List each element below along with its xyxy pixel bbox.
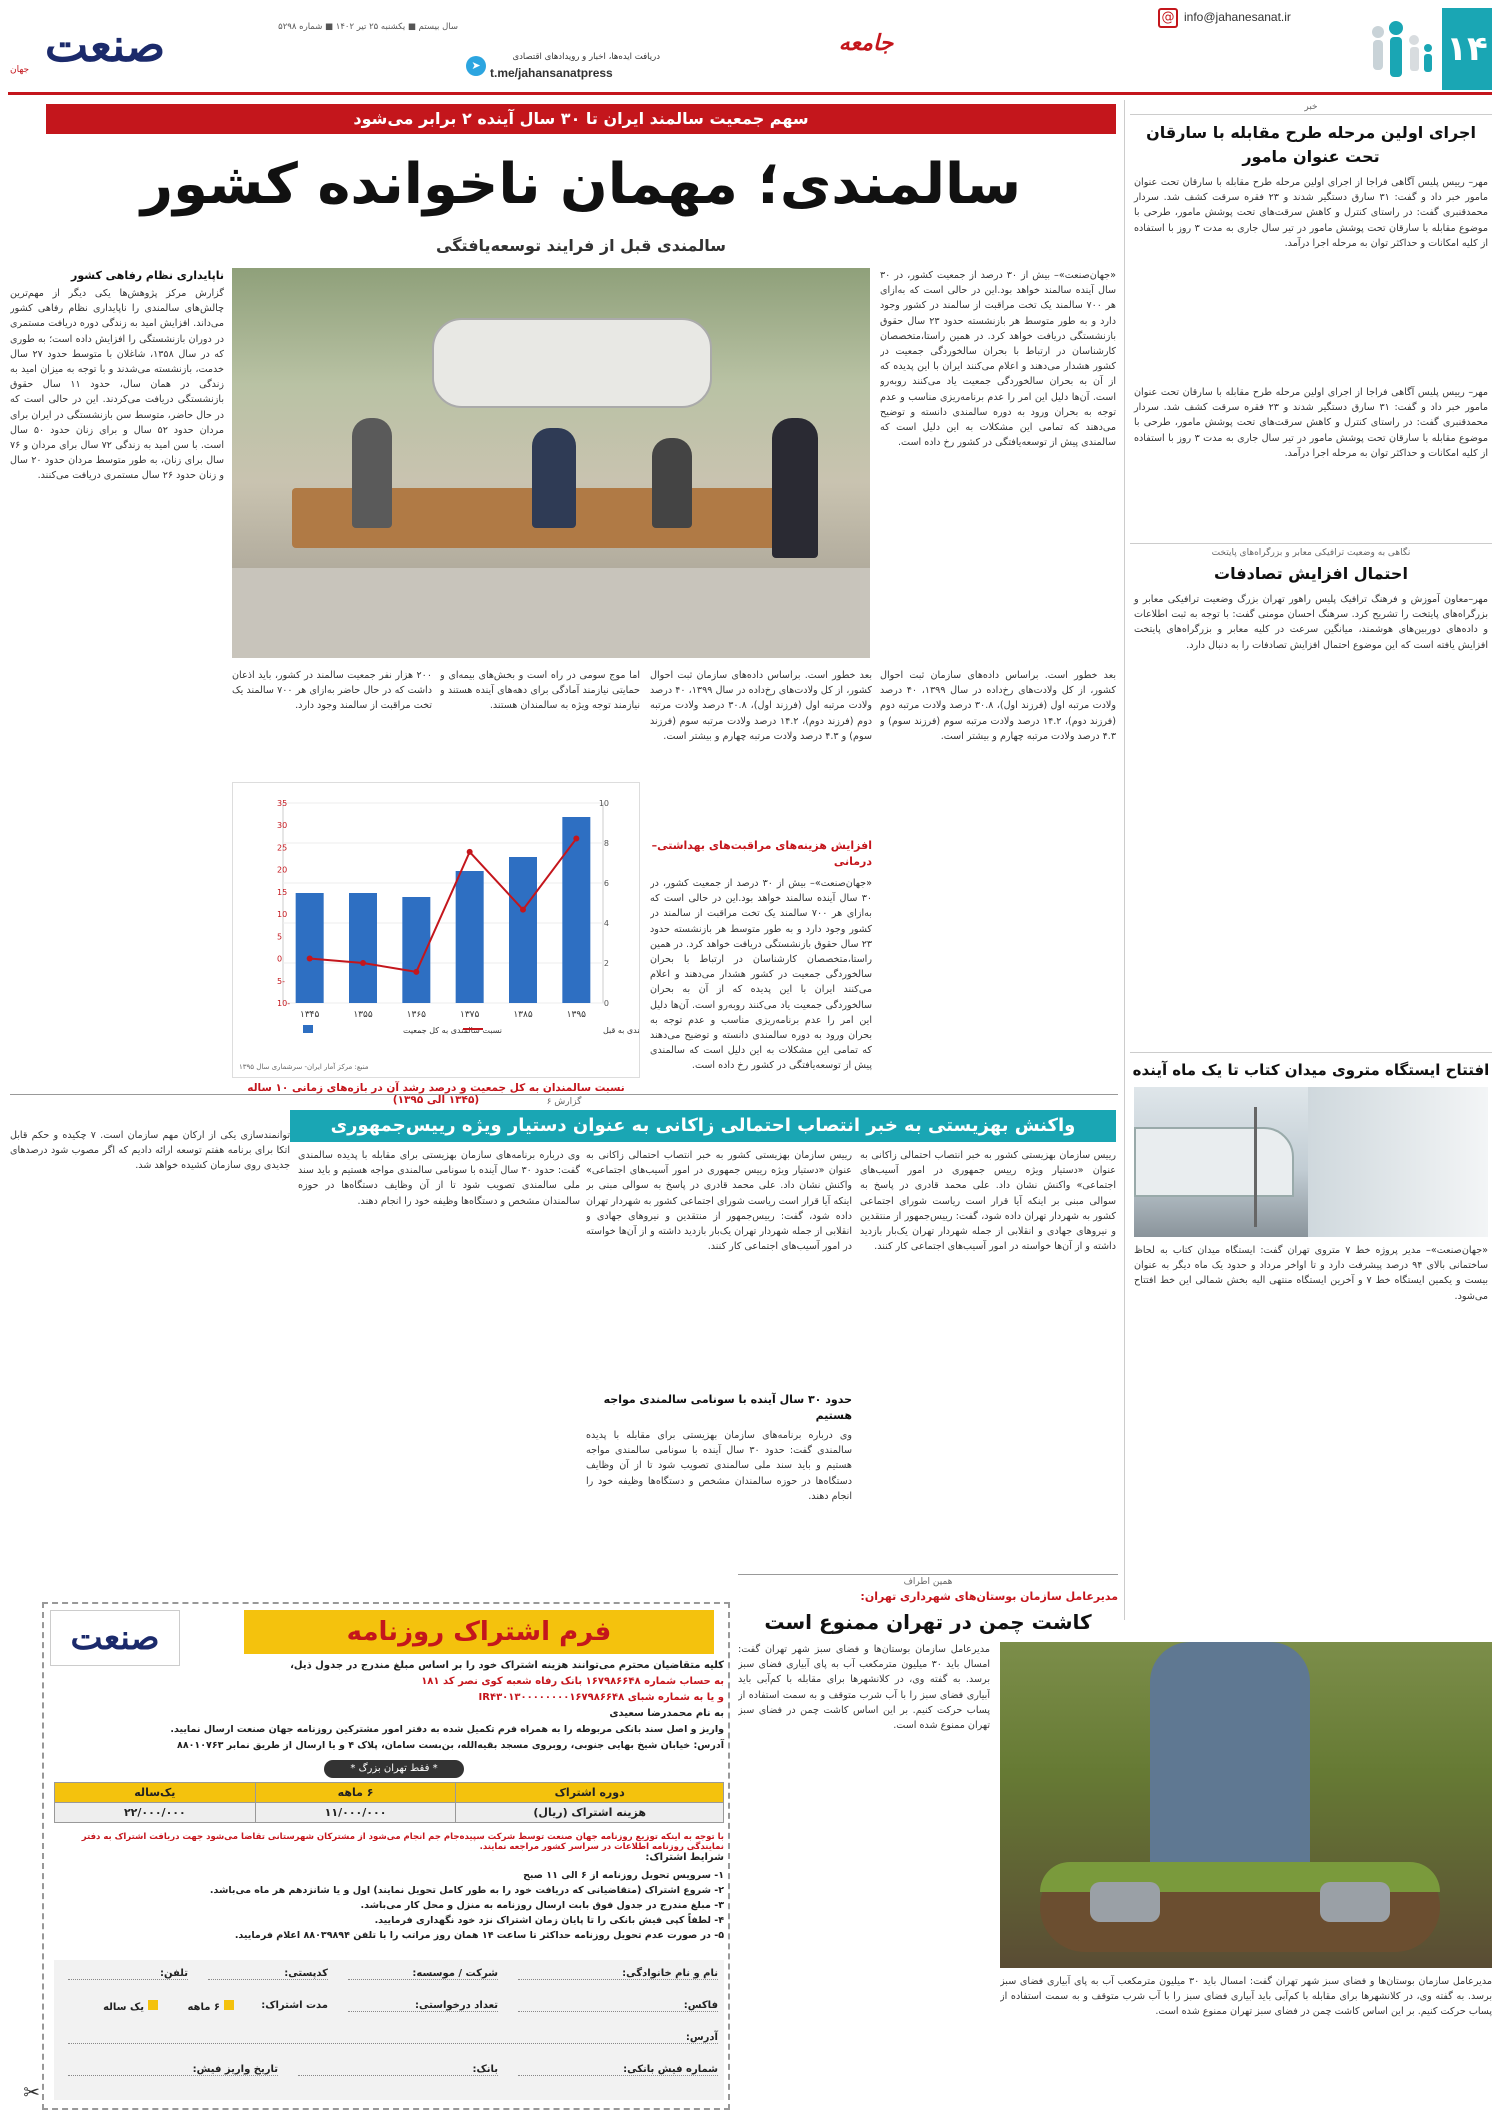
- main-col-1: «جهان‌صنعت»– بیش از ۳۰ درصد از جمعیت کشور، در ۳۰ سال آینده سالمند خواهد بود.این در حالی است که به‌ازای هر ۷۰۰ سالمند یک تخت مراقبت از سالمند در کشور وجود دارد و به طور متوسط هر بازنشسته حدود ۲۳ سال حقوق بازنشستگی دریافت خواهد کرد. در همین راستا،متخصصان کارشناسان در ارتباط با بحران سالخوردگی جمعیت در کشور هشدار می‌دهند و اعلام می‌کنند ایران با این پدیده که از آن به بحران سالخوردگی جمعیت یاد می‌کنند روبه‌رو است. آن‌ها دلیل این امر را عدم برنامه‌ریزی مناسب و عدم توجه به بحران ورود به دوره سالمندی دانسته و توضیح می‌دهند که تمامی این مشکلات به این دلیل است که سالمندی پیش از توسعه‌یافتگی در کشور رخ داده است.: [880, 270, 1116, 449]
- main-col-5: گزارش مرکز پژوهش‌ها یکی دیگر از مهم‌ترین چالش‌های سالمندی را ناپایداری نظام رفاهی کشور می‌داند. افزایش امید به زندگی دوره دریافت مستمری در دوران بازنشستگی را افزایش داده است؛ به طوری که در سال ۱۳۵۸، شاغلان با متوسط حدود ۲۷ سال خدمت، بازنشسته می‌شدند و با توجه به میزان امید به زندگی در همان سال، حدود ۱۱ سال حقوق بازنشستگی دریافت می‌کردند. این در حالی است که در حال حاضر، متوسط سن بازنشستگی در ایران برای مردان حدود ۵۲ سال و برای زنان حدود ۵۰ سال است. با سن امید به زندگی ۷۲ سال برای مردان و ۷۶ سال برای زنان، به طور متوسط مردان حدود ۲۰ سال و زنان حدود ۲۶ سال مستمری دریافت می‌کنند.: [10, 288, 224, 482]
- form-title: فرم اشتراک روزنامه: [244, 1610, 714, 1654]
- term-item: ۴- لطفاً کپی فیش بانکی را تا پایان زمان اشتراک نزد خود نگهداری فرمایید.: [374, 1915, 724, 1926]
- x-tick-label: ۱۳۴۵: [299, 1010, 320, 1020]
- telegram-text: دریافت ایده‌ها، اخبار و رویدادهای اقتصادی: [512, 52, 660, 62]
- x-tick-label: ۱۳۷۵: [459, 1010, 480, 1020]
- form-note: با توجه به اینکه توزیع روزنامه جهان صنعت توسط شرکت سپیده‌جام جم انجام می‌شود از مشترکان شهرستانی تقاضا می‌شود جهت دریافت اشتراک به دفتر نمایندگی روزنامه اطلاعات در سراسر کشور مراجعه نمایند.: [81, 1832, 724, 1852]
- x-tick-label: ۱۳۵۵: [353, 1010, 373, 1020]
- chart-bar: [296, 893, 324, 1003]
- price-table: [54, 1782, 724, 1823]
- report-body-5: توانمندسازی یکی از ارکان مهم سازمان است. ۷ چکیده و حکم قابل اتکا برای برنامه هفتم توسعه ارائه دادیم که اگر مصوب شود درصدهای جدیدی روی سازمان کشیده خواهد شد.: [10, 1130, 290, 1172]
- y2-tick-label: 35: [277, 799, 288, 808]
- form-account-2: و یا به شماره شبای IR۴۳۰۱۳۰۰۰۰۰۰۰۰۱۶۷۹۸۶۶۴۸: [478, 1692, 724, 1703]
- table-cell: ۲۲/۰۰۰/۰۰۰: [55, 1803, 256, 1823]
- chart-bar: [349, 893, 377, 1003]
- lawn-body-2: مدیرعامل سازمان بوستان‌ها و فضای سبز شهر تهران گفت: امسال باید ۳۰ میلیون مترمکعب آب به پای آبیاری فضای سبز برسد. به گفته وی، در کلانشهرها برای مقابله با کم‌آبی باید آبیاری فضای سبز را با آب شرب متوقف و به سمت استفاده از پساب حرکت کنیم. بر این اساس کاشت چمن در فضای سبز تهران ممنوع شده است.: [738, 1644, 990, 1732]
- news-column: [1130, 100, 1492, 1630]
- field-duration: مدت اشتراک:: [261, 2000, 328, 2011]
- chart-source: منبع: مرکز آمار ایران- سرشماری سال ۱۳۹۵: [239, 1063, 369, 1071]
- field-quantity[interactable]: تعداد درخواستی:: [348, 2000, 498, 2012]
- y-tick-label: 4: [603, 919, 609, 928]
- report-body-3: وی درباره برنامه‌های سازمان بهزیستی برای مقابله با پدیده سالمندی گفت: حدود ۳۰ سال آینده با سونامی سالمندی مواجه هستیم و باید سند ملی سالمندی تصویب شود تا از آن وظایف دستگاه‌ها در حوزه سالمندان مشخص و دستگاه‌ها وظیفه خود را انجام دهند.: [586, 1430, 852, 1502]
- email-address[interactable]: info@jahanesanat.ir: [1184, 10, 1291, 24]
- report-title: واکنش بهزیستی به خبر انتصاب احتمالی زاکانی به عنوان دستیار ویژه رییس‌جمهوری: [290, 1110, 1116, 1142]
- lawn-body-1: مدیرعامل سازمان بوستان‌ها و فضای سبز شهر تهران گفت: امسال باید ۳۰ میلیون مترمکعب آب به پای آبیاری فضای سبز برسد. به گفته وی، در کلانشهرها برای مقابله با کم‌آبی باید آبیاری فضای سبز را با آب شرب متوقف و به سمت استفاده از پساب حرکت کنیم. بر این اساس کاشت چمن در فضای سبز تهران ممنوع شده است.: [1000, 1976, 1492, 2018]
- term-item: ۱- سرویس تحویل روزنامه از ۶ الی ۱۱ صبح: [523, 1870, 724, 1881]
- news-body-1: مهر– رییس پلیس آگاهی فراجا از اجرای اولین مرحله طرح مقابله با سارقان تحت عنوان مامور خبر داد و گفت: ۳۱ سارق دستگیر شدند و ۲۳ فقره سرقت کشف شد. سردار محمدقنبری گفت: در راستای کنترل و کاهش سرقت‌های تحت پوشش مامور، طرحی با موضوع مقابله با سارقان تحت پوشش مامور در تیر سال جاری به مدت ۳ روز با استفاده از کلیه امکانات و حداکثر توان به مرحله اجرا درآمد.: [1134, 177, 1488, 249]
- main-kicker: سهم جمعیت سالمند ایران تا ۳۰ سال آینده ۲ برابر می‌شود: [46, 104, 1116, 134]
- news-title-1: اجرای اولین مرحله طرح مقابله با سارقان تحت عنوان مامور: [1146, 123, 1476, 166]
- subhead-welfare: ناپایداری نظام رفاهی کشور: [71, 269, 224, 282]
- y2-tick-label: -10: [277, 999, 291, 1008]
- y2-tick-label: -5: [277, 976, 285, 986]
- field-bank[interactable]: بانک:: [298, 2064, 498, 2076]
- y-tick-label: 6: [603, 879, 609, 888]
- news-kicker: خبر: [1130, 100, 1492, 115]
- chart-point: [520, 907, 526, 913]
- table-header: دوره اشتراک: [456, 1783, 724, 1803]
- subscription-form: [42, 1602, 730, 2110]
- news-body-2: مهر–معاون آموزش و فرهنگ ترافیک پلیس راهور تهران بزرگ وضعیت ترافیکی معابر و بزرگراه‌های پایتخت را تشریح کرد. سرهنگ احسان مومنی گفت: با توجه به ثبت اطلاعات و داده‌های دوربین‌های هوشمند، میانگین سرعت در کلیه معابر و بزرگراه‌های پایتخت افزایش یافته است که این موضوع احتمال افزایش تصادفات را به دنبال دارد.: [1134, 594, 1488, 651]
- telegram-handle[interactable]: t.me/jahansanatpress: [490, 66, 613, 80]
- main-col-4: ۲۰۰ هزار نفر جمعیت سالمند در کشور، باید اذعان داشت که در حال حاضر به‌ازای هر ۷۰۰ سالمند یک تخت مراقبت از سالمند وجود دارد.: [232, 670, 432, 712]
- news-body-3: «جهان‌صنعت»– مدیر پروژه خط ۷ متروی تهران گفت: ایستگاه میدان کتاب به لحاظ ساختمانی بالای ۹۴ درصد پیشرفت دارد و تا اواخر مرداد و حدود یک ماه دیگر به عنوان بیست و یکمین ایستگاه خط ۷ و آخرین ایستگاه منتهی الیه بخش شمالی این خط افتتاح می‌شود.: [1134, 1245, 1489, 1302]
- y-tick-label: 2: [603, 959, 609, 968]
- chart-point: [360, 960, 366, 966]
- terms-title: شرایط اشتراک:: [645, 1852, 724, 1863]
- legend-swatch-bars: [303, 1025, 313, 1033]
- y2-tick-label: 10: [277, 910, 288, 920]
- news-kicker-2: نگاهی به وضعیت ترافیکی معابر و بزرگراه‌های پایتخت: [1130, 543, 1492, 558]
- chart-bar: [562, 817, 590, 1003]
- main-subtitle: سالمندی قبل از فرایند توسعه‌یافتگی: [436, 236, 726, 255]
- chart-bar: [509, 857, 537, 1003]
- report-subhead: حدود ۳۰ سال آینده با سونامی سالمندی مواجه هستیم: [603, 1393, 852, 1422]
- chart-caption: نسبت سالمندان به کل جمعیت و درصد رشد آن در بازه‌های زمانی ۱۰ ساله (۱۳۴۵ الی ۱۳۹۵): [247, 1082, 625, 1106]
- chart-point: [413, 969, 419, 975]
- form-account-1: به حساب شماره ۱۶۷۹۸۶۶۴۸ بانک رفاه شعبه کوی نصر کد ۱۸۱: [421, 1676, 724, 1687]
- main-title: سالمندی؛ مهمان ناخوانده کشور: [140, 152, 1022, 217]
- issue-line: سال بیستم ■ یکشنبه ۲۵ تیر ۱۴۰۲ ■ شماره ۵۲۹۸: [278, 22, 458, 32]
- only-tehran-badge: * فقط تهران بزرگ *: [324, 1760, 464, 1778]
- report-body-2: رییس سازمان بهزیستی کشور به خبر انتصاب احتمالی زاکانی به عنوان «دستیار ویژه رییس جمهوری در امور آسیب‌های اجتماعی» واکنش نشان داد. علی محمد قادری در پاسخ به سوالی مبنی بر اینکه آیا قرار است ریاست شورای اجتماعی کشور به شهردار تهران داده شود، گفت: رییس‌جمهور از منتقدین و نیروهای جهادی و انقلابی از جمله شهردار تهران یک‌بار بازدید داشته و از آن‌ها خواسته در امور آسیب‌های اجتماعی کار کنند.: [586, 1150, 852, 1253]
- field-phone[interactable]: تلفن:: [68, 1968, 188, 1980]
- y2-tick-label: 5: [277, 932, 283, 942]
- lawn-head-bar: مدیرعامل سازمان بوستان‌های شهرداری تهران:: [860, 1590, 1118, 1603]
- field-receipt-number[interactable]: شماره فیش بانکی:: [518, 2064, 718, 2076]
- population-chart: [233, 783, 639, 1043]
- y2-tick-label: 30: [277, 821, 288, 831]
- main-col-2-b: «جهان‌صنعت»– بیش از ۳۰ درصد از جمعیت کشور، در ۳۰ سال آینده سالمند خواهد بود.این در حالی است که به‌ازای هر ۷۰۰ سالمند یک تخت مراقبت از سالمند در کشور وجود دارد و به طور متوسط هر بازنشسته حدود ۲۳ سال حقوق بازنشستگی دریافت خواهد کرد. در همین راستا،متخصصان کارشناسان در ارتباط با بحران سالخوردگی جمعیت در کشور هشدار می‌دهند و اعلام می‌کنند ایران با این پدیده که از آن به بحران سالخوردگی جمعیت یاد می‌کنند روبه‌رو است. آن‌ها دلیل این امر را عدم برنامه‌ریزی مناسب و عدم توجه به بحران ورود به دوره سالمندی دانسته و توضیح می‌دهند که تمامی این مشکلات به این دلیل است که سالمندی پیش از توسعه‌یافتگی در کشور رخ داده است.: [650, 878, 872, 1072]
- page-number-box: ۱۴: [1442, 8, 1492, 90]
- term-item: ۳- مبلغ مندرج در جدول فوق بابت ارسال روزنامه به منزل و محل کار می‌باشد.: [360, 1900, 724, 1911]
- checkbox-1-year[interactable]: یک ساله: [68, 2000, 158, 2013]
- chart-container: [232, 782, 640, 1078]
- report-body-4: وی درباره برنامه‌های سازمان بهزیستی برای مقابله با پدیده سالمندی گفت: حدود ۳۰ سال آینده با سونامی سالمندی مواجه هستیم و باید سند ملی سالمندی تصویب شود تا از آن وظایف دستگاه‌ها در حوزه سالمندان مشخص و دستگاه‌ها وظیفه خود را انجام دهند.: [298, 1150, 580, 1207]
- news-title-3: افتتاح ایستگاه متروی میدان کتاب تا یک ماه آینده: [1130, 1052, 1492, 1081]
- term-item: ۲- شروع اشتراک (متقاضیانی که دریافت خود را به طور کامل تحویل نمایند) اول و یا شانزدهم هر ماه می‌باشد.: [209, 1885, 724, 1896]
- field-fax[interactable]: فاکس:: [518, 2000, 718, 2012]
- table-header: یک‌ساله: [55, 1783, 256, 1803]
- lawn-title: کاشت چمن در تهران ممنوع است: [764, 1610, 1092, 1634]
- field-company[interactable]: شرکت / موسسه:: [348, 1968, 498, 1980]
- y-tick-label: 8: [603, 839, 609, 848]
- field-deposit-date[interactable]: تاریخ واریز فیش:: [68, 2064, 278, 2076]
- checkbox-6-months[interactable]: ۶ ماهه: [164, 2000, 234, 2013]
- x-tick-label: ۱۳۶۵: [406, 1010, 427, 1020]
- main-col-1-b: بعد خطور است. براساس داده‌های سازمان ثبت احوال کشور، از کل ولادت‌های رخ‌داده در سال ۱۳۹۹، ۴۰ درصد ولادت مرتبه اول (فرزند اول)، ۳۰.۸ درصد ولادت مرتبه دوم (فرزند دوم)، ۱۴.۲ درصد ولادت مرتبه سوم (فرزند سوم) و ۴.۳ درصد ولادت مرتبه چهارم و بیشتر است.: [880, 670, 1116, 742]
- legend-label: نسبت سالمندی به کل جمعیت: [403, 1026, 502, 1035]
- form-account-4: واریز و اصل سند بانکی مربوطه را به همراه فرم تکمیل شده به دفتر امور مشترکین روزنامه جهان صنعت ارسال نمایید.: [170, 1724, 724, 1735]
- x-tick-label: ۱۳۹۵: [566, 1010, 587, 1020]
- lawn-photo: [1000, 1642, 1492, 1968]
- chart-point: [467, 849, 473, 855]
- form-account-3: به نام محمدرضا سعیدی: [609, 1708, 724, 1719]
- lawn-kicker: همین اطراف: [738, 1574, 1118, 1587]
- report-kicker: گزارش ۶: [10, 1094, 1118, 1107]
- table-cell: هزینه اشتراک (ریال): [456, 1803, 724, 1823]
- chart-point: [573, 836, 579, 842]
- terms-list: [54, 1868, 724, 1943]
- elderly-park-photo: [232, 268, 870, 658]
- table-header: ۶ ماهه: [255, 1783, 456, 1803]
- term-item: ۵- در صورت عدم تحویل روزنامه حداکثر تا ساعت ۱۴ همان روز مراتب را با تلفن ۸۸۰۳۹۸۹۴ اعلام فرمایید.: [234, 1930, 724, 1941]
- y2-tick-label: 15: [277, 887, 288, 897]
- legend-label: دی به قبل: [603, 1026, 638, 1035]
- chart-plot-area: [283, 803, 603, 1003]
- section-title: جامعه: [838, 30, 894, 56]
- field-address[interactable]: آدرس:: [68, 2032, 718, 2044]
- table-cell: ۱۱/۰۰۰/۰۰۰: [255, 1803, 456, 1823]
- report-body-1: رییس سازمان بهزیستی کشور به خبر انتصاب احتمالی زاکانی به عنوان «دستیار ویژه رییس جمهوری در امور آسیب‌های اجتماعی» واکنش نشان داد. علی محمد قادری در پاسخ به سوالی مبنی بر اینکه آیا قرار است ریاست شورای اجتماعی کشور به شهردار تهران داده شود، گفت: رییس‌جمهور از منتقدین و نیروهای جهادی و انقلابی از جمله شهردار تهران یک‌بار بازدید داشته و از آن‌ها خواسته در امور آسیب‌های اجتماعی کار کنند.: [860, 1150, 1116, 1253]
- main-col-2: بعد خطور است. براساس داده‌های سازمان ثبت احوال کشور، از کل ولادت‌های رخ‌داده در سال ۱۳۹۹، ۴۰ درصد ولادت مرتبه اول (فرزند اول)، ۳۰.۸ درصد ولادت مرتبه دوم (فرزند دوم)، ۱۴.۲ درصد ولادت مرتبه سوم (فرزند سوم) و ۴.۳ درصد ولادت مرتبه چهارم و بیشتر است.: [650, 670, 872, 742]
- y2-tick-label: 20: [277, 865, 288, 875]
- field-name[interactable]: نام و نام خانوادگی:: [518, 1968, 718, 1980]
- newspaper-logo: صنعت جهان: [10, 18, 166, 75]
- form-address: آدرس: خیابان شیخ بهایی جنوبی، روبروی مسجد بقیه‌الله، بن‌بست سامان، پلاک ۴ و یا ارسال از طریق نمابر ۸۸۰۱۰۷۶۳: [177, 1740, 724, 1751]
- chart-bar: [456, 871, 484, 1003]
- column-divider: [1124, 100, 1125, 1620]
- x-tick-label: ۱۳۸۵: [513, 1010, 533, 1020]
- email-icon: @: [1158, 8, 1178, 28]
- subhead-healthcare-costs: افزایش هزینه‌های مراقبت‌های بهداشتی–درمانی: [651, 839, 872, 868]
- y-tick-label: 10: [598, 799, 609, 808]
- form-intro: کلیه متقاضیان محترم می‌توانند هزینه اشتراک خود را بر اساس مبلغ مندرج در جدول ذیل،: [290, 1660, 724, 1671]
- field-postal-code[interactable]: کدپستی:: [208, 1968, 328, 1980]
- form-fields: [54, 1960, 724, 2100]
- news-title-2: احتمال افزایش تصادفات: [1214, 564, 1408, 583]
- header: [0, 0, 1500, 100]
- header-rule: [8, 92, 1492, 95]
- family-icon: [1366, 18, 1436, 88]
- news-body-1-continued: مهر– رییس پلیس آگاهی فراجا از اجرای اولین مرحله طرح مقابله با سارقان تحت عنوان مامور خبر داد و گفت: ۳۱ سارق دستگیر شدند و ۲۳ فقره سرقت کشف شد. سردار محمدقنبری گفت: در راستای کنترل و کاهش سرقت‌های تحت پوشش مامور، طرحی با موضوع مقابله با سارقان تحت پوشش مامور در تیر سال جاری به مدت ۳ روز با استفاده از کلیه امکانات و حداکثر توان به مرحله اجرا درآمد.: [1134, 387, 1488, 459]
- telegram-icon: ➤: [466, 56, 486, 76]
- scissors-icon: ✂: [23, 2080, 40, 2104]
- y2-tick-label: 25: [277, 843, 288, 853]
- y-tick-label: 0: [603, 999, 609, 1008]
- metro-photo: [1134, 1087, 1488, 1237]
- form-logo: صنعت: [50, 1610, 180, 1666]
- chart-point: [307, 956, 313, 962]
- main-col-3: اما موج سومی در راه است و بخش‌های بیمه‌ای و حمایتی نیازمند آمادگی برای دهه‌های آینده هستند و نیازمند توجه ویژه به سالمندان هستند.: [440, 670, 640, 712]
- y2-tick-label: 0: [277, 954, 283, 964]
